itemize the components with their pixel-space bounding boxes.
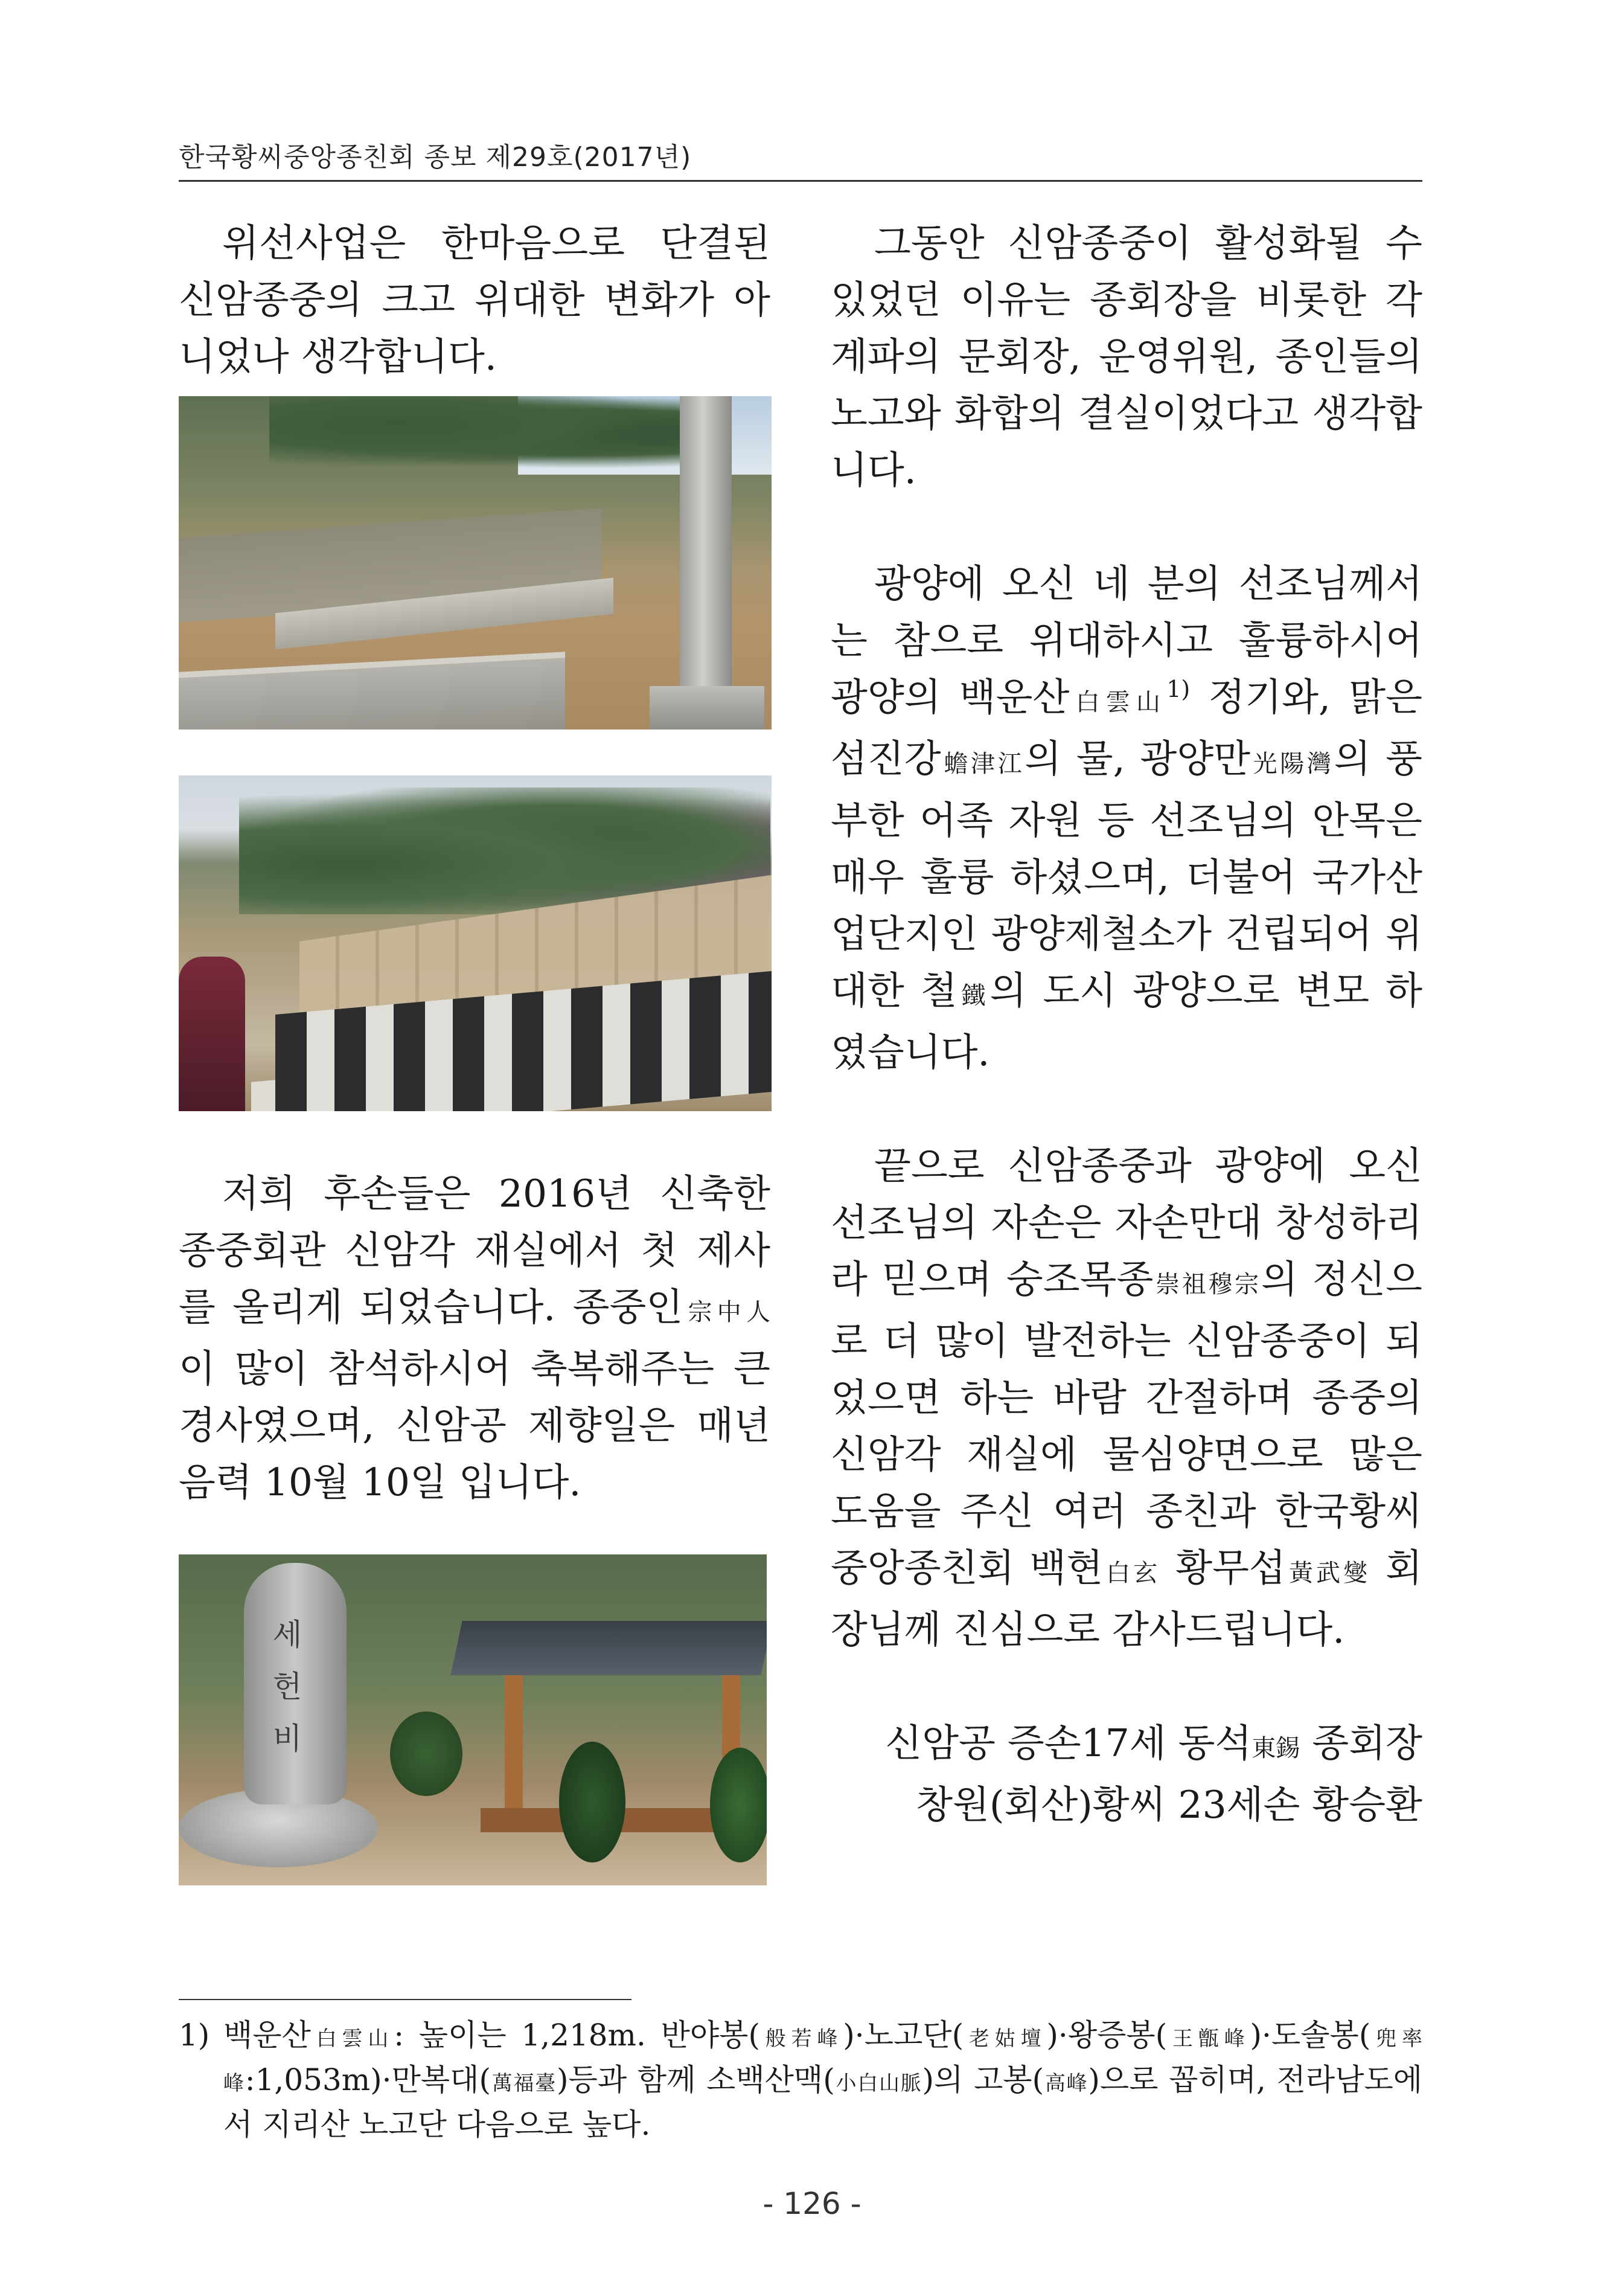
signature-line-1: 신암공 증손17세 동석東錫 종회장 — [885, 1721, 1422, 1765]
right-paragraph-2: 광양에 오신 네 분의 선조님께서는 참으로 위대하시고 훌륭하시어 광양의 백운산白雲山$^{1)}$ 정기와, 맑은 섬진강蟾津江의 물, 광양만光陽灣의 풍부한 어족 자원 등 선조님의 안목은 매우 훌륭 하셨으며, 더불어 국가산업단지인 광양제철소가 건립되어 위대한 철鐵의 도시 광양으로 변모 하였습니다. — [831, 562, 1422, 1074]
photo-stone-and-pavilion — [179, 1554, 767, 1885]
photo-terraced-graves — [179, 396, 772, 730]
right-column — [831, 215, 1422, 1833]
left-paragraph-2: 저희 후손들은 2016년 신축한 종중회관 신암각 재실에서 첫 제사를 올리게 되었습니다. 종중인宗中人이 많이 참석하시어 축복해주는 큰 경사였으며, 신암공 제향일은 매년 음력 10월 10일 입니다. — [179, 1172, 770, 1504]
signature-block — [831, 1715, 1422, 1833]
photo3-bush — [559, 1742, 625, 1862]
photo3-tree — [390, 1711, 462, 1796]
photo1-monument — [680, 396, 732, 698]
photo1-monument-base — [650, 686, 764, 730]
page-header — [179, 128, 1422, 182]
photo1-trees — [269, 396, 692, 469]
publication-title: 한국황씨중앙종친회 종보 제29호(2017년) — [179, 142, 692, 173]
footnote-rule — [179, 1999, 631, 2000]
left-column-middle — [179, 1166, 770, 1511]
photo-gravestone-rows — [179, 775, 772, 1111]
left-column-top — [179, 215, 770, 385]
page-number: - 126 - — [762, 2186, 862, 2221]
photo3-bush — [710, 1748, 767, 1862]
photo3-pavilion-roof — [450, 1621, 767, 1675]
photo2-visitor — [179, 957, 245, 1111]
right-paragraph-1: 그동안 신암종중이 활성화될 수 있었던 이유는 종회장을 비롯한 각 계파의 문회장, 운영위원, 종인들의 노고와 화합의 결실이었다고 생각합니다. — [831, 221, 1422, 492]
footnote-number: 1) — [179, 2018, 210, 2053]
left-paragraph-1: 위선사업은 한마음으로 단결된 신암종중의 크고 위대한 변화가 아니었나 생각합니다. — [179, 221, 770, 379]
footnote: 1) 백운산白雲山: 높이는 1,218m. 반야봉(般若峰)·노고단(老姑壇)·왕증봉(王甑峰)·도솔봉(兜率峰:1,053m)·만복대(萬福臺)등과 함께 소백산맥(小白山脈)의 고봉(高峰)으로 꼽히며, 전라남도에서 지리산 노고단 다음으로 높다. — [179, 2015, 1422, 2145]
hanja-jongjungin: 宗中人 — [683, 1298, 770, 1326]
right-paragraph-3: 끝으로 신암종중과 광양에 오신 선조님의 자손은 자손만대 창성하리라 믿으며 숭조목종崇祖穆宗의 정신으로 더 많이 발전하는 신암종중이 되었으면 하는 바람 간절하며 종중의 신암각 재실에 물심양면으로 많은 도움을 주신 여러 종친과 한국황씨중앙종친회 백현白玄 황무섭黃武燮 회장님께 진심으로 감사드립니다. — [831, 1144, 1423, 1652]
signature-line-2: 창원(회산)황씨 23세손 황승환 — [916, 1783, 1422, 1827]
photo1-stone-wall — [179, 652, 565, 730]
footnote-ref: 1) — [1166, 676, 1191, 702]
photo3-stone-engraving: 세헌비 — [272, 1617, 302, 1756]
